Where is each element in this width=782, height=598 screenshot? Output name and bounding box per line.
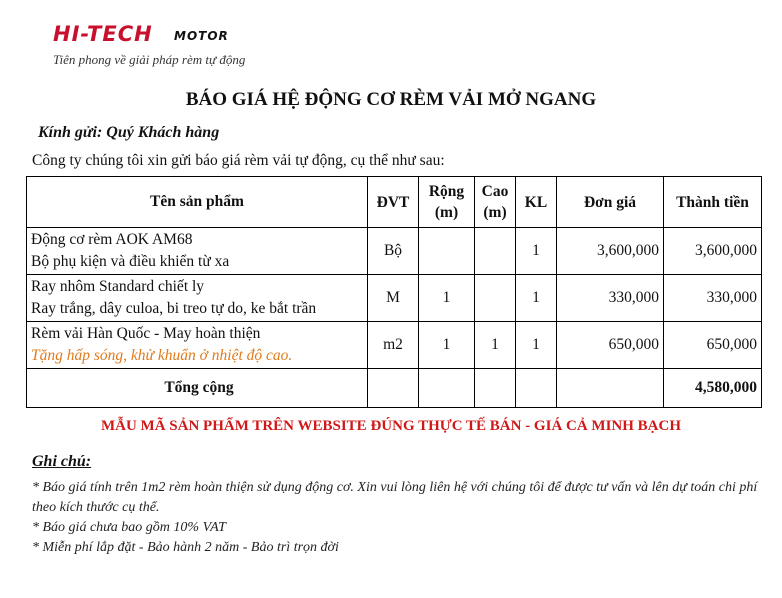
header-total: Thành tiền <box>664 177 762 228</box>
logo-brand: HI-TECH <box>53 22 153 46</box>
quotation-table <box>26 176 762 408</box>
row-name <box>27 275 368 322</box>
row-price: 3,600,000 <box>557 228 664 275</box>
total-value: 4,580,000 <box>664 369 762 408</box>
row-name-line1: Rèm vải Hàn Quốc - May hoàn thiện <box>31 325 261 342</box>
header-height-unit: (m) <box>483 204 507 221</box>
header-name: Tên sản phẩm <box>27 177 368 228</box>
greeting: Kính gửi: Quý Khách hàng <box>38 124 220 141</box>
total-empty-cell <box>419 369 475 408</box>
table-row <box>27 322 762 369</box>
row-unit: Bộ <box>368 228 419 275</box>
row-name-line1: Động cơ rèm AOK AM68 <box>31 231 193 248</box>
table-row <box>27 275 762 322</box>
note-item: * Miễn phí lắp đặt - Bảo hành 2 năm - Bảo trì trọn đời <box>32 540 339 555</box>
notes-list <box>32 478 762 558</box>
row-unit: M <box>368 275 419 322</box>
row-width <box>419 228 475 275</box>
intro-text: Công ty chúng tôi xin gửi báo giá rèm vải tự động, cụ thể như sau: <box>32 152 445 169</box>
header-width-unit: (m) <box>434 204 459 221</box>
row-name <box>27 228 368 275</box>
row-name-line2: Bộ phụ kiện và điều khiển từ xa <box>31 253 230 270</box>
notes-title: Ghi chú: <box>32 453 92 470</box>
logo-sub: MOTOR <box>174 29 229 43</box>
row-total: 650,000 <box>664 322 762 369</box>
header-width-label: Rộng <box>428 183 465 200</box>
total-empty-cell <box>368 369 419 408</box>
row-name-line2: Ray trắng, dây culoa, bi treo tự do, ke bắt trần <box>31 300 317 317</box>
total-row <box>27 369 762 408</box>
document-title: BÁO GIÁ HỆ ĐỘNG CƠ RÈM VẢI MỞ NGANG <box>185 89 597 110</box>
header-price: Đơn giá <box>557 177 664 228</box>
row-qty: 1 <box>516 228 557 275</box>
header-width <box>419 177 475 228</box>
logo-tagline: Tiên phong về giải pháp rèm tự động <box>53 52 246 67</box>
table-header-row <box>27 177 762 228</box>
row-promo-note: Tặng hấp sóng, khử khuẩn ở nhiệt độ cao. <box>31 347 293 364</box>
row-height <box>475 275 516 322</box>
row-width: 1 <box>419 322 475 369</box>
total-empty-cell <box>475 369 516 408</box>
total-empty-cell <box>516 369 557 408</box>
header-qty: KL <box>516 177 557 228</box>
header-height-label: Cao <box>481 183 509 200</box>
note-item: * Báo giá chưa bao gồm 10% VAT <box>32 520 226 535</box>
row-name-line1: Ray nhôm Standard chiết ly <box>31 278 205 295</box>
row-width: 1 <box>419 275 475 322</box>
row-unit: m2 <box>368 322 419 369</box>
row-total: 330,000 <box>664 275 762 322</box>
row-total: 3,600,000 <box>664 228 762 275</box>
row-qty: 1 <box>516 275 557 322</box>
total-label: Tổng cộng <box>27 369 368 408</box>
row-price: 330,000 <box>557 275 664 322</box>
promo-banner: MẪU MÃ SẢN PHẨM TRÊN WEBSITE ĐÚNG THỰC TẾ BÁN - GIÁ CẢ MINH BẠCH <box>100 418 682 434</box>
company-logo <box>50 18 250 78</box>
row-height <box>475 228 516 275</box>
note-item: * Báo giá tính trên 1m2 rèm hoàn thiện sử dụng động cơ. Xin vui lòng liên hệ với chúng tôi để được tư vấn và lên dự toán chi phí theo kích thước cụ thể. <box>32 480 758 515</box>
header-unit: ĐVT <box>368 177 419 228</box>
table-row <box>27 228 762 275</box>
total-empty-cell <box>557 369 664 408</box>
header-height <box>475 177 516 228</box>
row-price: 650,000 <box>557 322 664 369</box>
row-height: 1 <box>475 322 516 369</box>
row-name <box>27 322 368 369</box>
row-qty: 1 <box>516 322 557 369</box>
